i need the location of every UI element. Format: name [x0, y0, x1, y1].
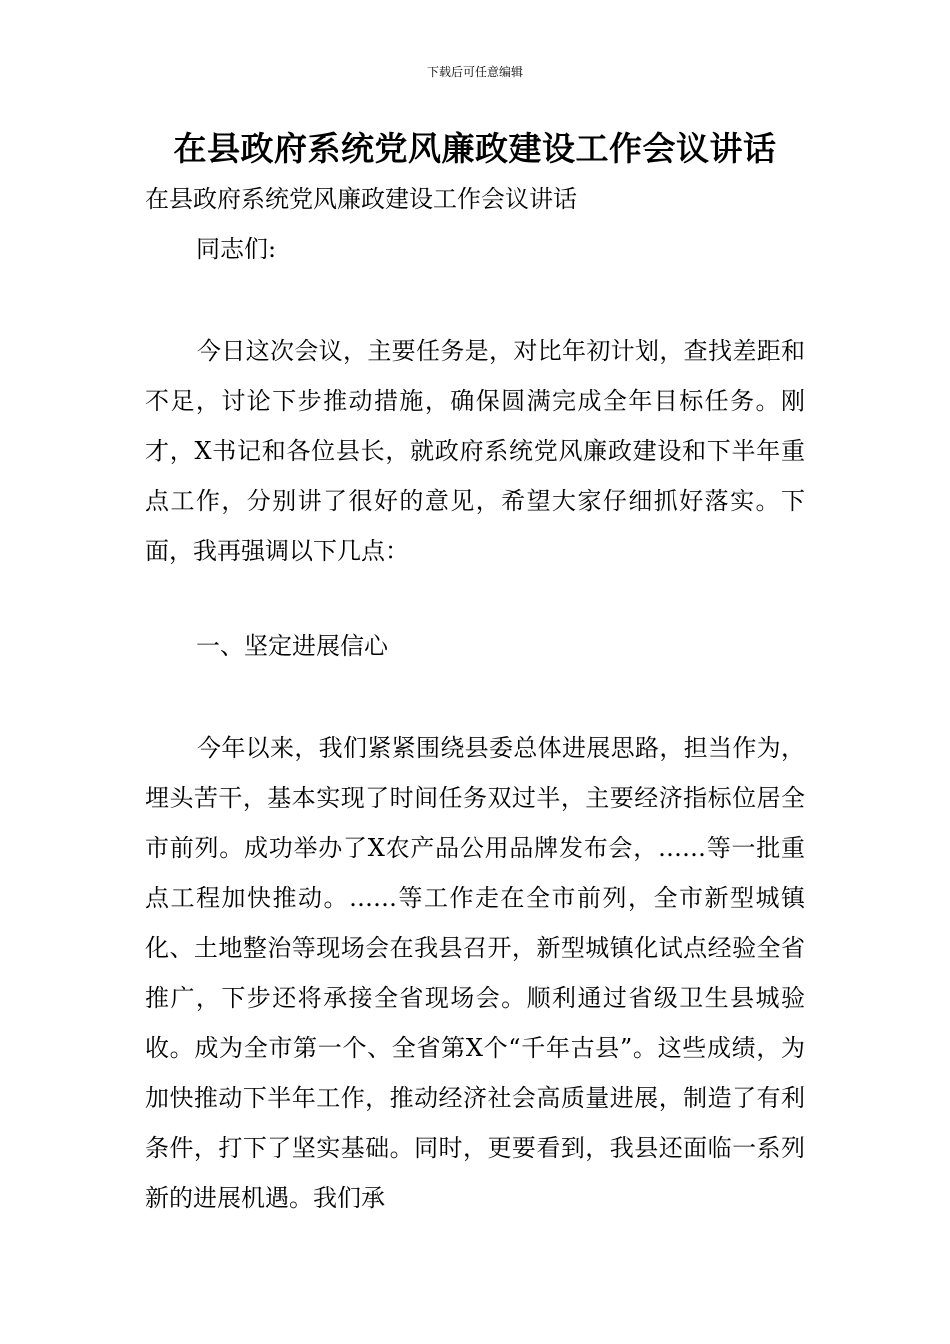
page-header-note: 下载后可任意编辑: [426, 65, 523, 79]
salutation: 同志们:: [196, 235, 277, 263]
paragraph-progress: 今年以来，我们紧紧围绕县委总体进展思路，担当作为，埋头苦干，基本实现了时间任务双过半，主要经济指标位居全市前列。成功举办了X农产品公用品牌发布会，……等一批重点工程加快推动。……等工作走在全市前列，全市新型城镇化、土地整治等现场会在我县召开，新型城镇化试点经验全省推广，下步还将承接全省现场会。顺利通过省级卫生县城验收。成为全市第一个、全省第X个“千年古县”。这些成绩，为加快推动下半年工作，推动经济社会高质量进展，制造了有利条件，打下了坚实基础。同时，更要看到，我县还面临一系列新的进展机遇。我们承: [145, 734, 805, 1212]
document-subtitle: 在县政府系统党风廉政建设工作会议讲话: [145, 185, 577, 213]
document-title: 在县政府系统党风廉政建设工作会议讲话: [173, 129, 777, 168]
section-heading: 一、坚定进展信心: [196, 632, 388, 660]
paragraph-intro: 今日这次会议，主要任务是，对比年初计划，查找差距和不足，讨论下步推动措施，确保圆满完成全年目标任务。刚才，X书记和各位县长，就政府系统党风廉政建设和下半年重点工作，分别讲了很好的意见，希望大家仔细抓好落实。下面，我再强调以下几点：: [145, 337, 805, 565]
